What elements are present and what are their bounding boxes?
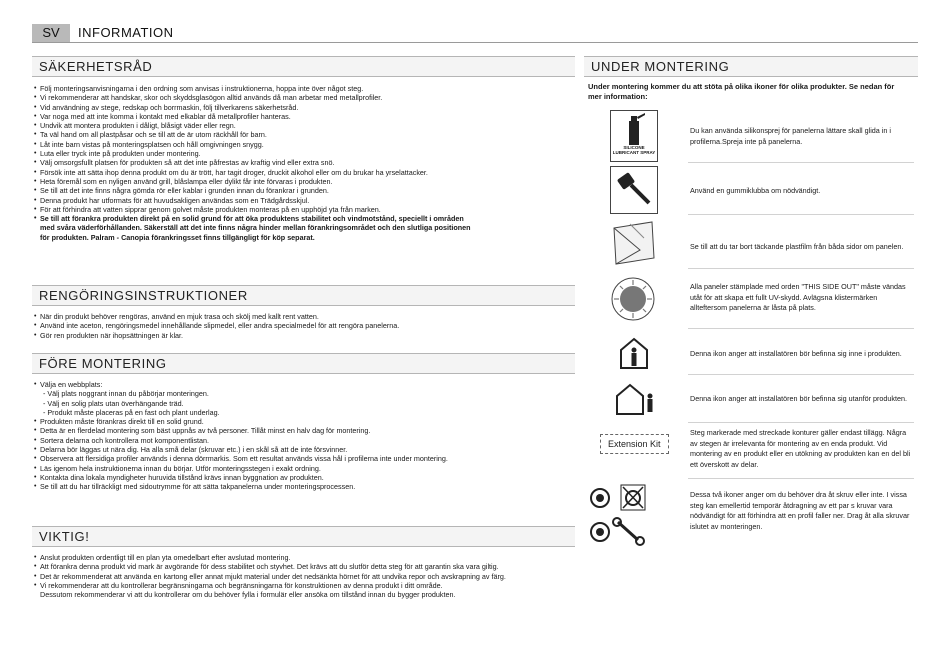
list-item: • Försök inte att sätta ihop denna produkt om du är trött, har tagit droger, druckit alkohol eller om du brukar ha yrselattacker.	[34, 168, 471, 177]
list-item: • Observera att flersidiga profiler används i denna dörrmarkis. Som ett resultat används vissa hål i profilerna inte under montering.	[34, 454, 448, 463]
before-title: FÖRE MONTERING	[32, 353, 575, 374]
list-item: • Vi rekommenderar att handskar, skor och skyddsglasögon alltid används då man arbetar med metallprofiler.	[34, 93, 471, 102]
during-intro: Under montering kommer du att stöta på olika ikoner för olika produkter. Se nedan för mer information:	[588, 82, 895, 101]
list-item: Dessutom rekommenderar vi att du kontrollerar om du behöver fylla i formulär eller ansöka om tillstånd innan du bygger produkten.	[40, 590, 456, 600]
row-divider	[688, 162, 914, 163]
silicone-spray-icon	[610, 110, 658, 162]
list-item: • Luta eller tryck inte på produkten under montering.	[34, 149, 471, 158]
list-item: • Se till att förankra produkten direkt på en solid grund för att öka produktens stabilitet och vindmotstånd, speciellt i områden	[34, 214, 471, 223]
mallet-text: Använd en gummiklubba om nödvändigt.	[690, 186, 821, 195]
list-item: • Välj omsorgsfullt platsen för produkten så att det inte påfrestas av kraftig vind eller extra snö.	[34, 158, 471, 167]
list-item: • Det är rekommenderat att använda en kartong eller annat mjukt material under det nedsänkta hörnet för att undvika repor och avskrapning av färg.	[34, 572, 506, 581]
installer-outside-icon	[614, 382, 656, 416]
important-title: VIKTIG!	[32, 526, 575, 547]
list-item: • Välja en webbplats:	[34, 380, 448, 389]
list-item: • Ta väl hand om all plastpåsar och se till att de är utom räckhåll för barn.	[34, 130, 471, 139]
extension-kit-icon	[600, 434, 669, 454]
during-title: UNDER MONTERING	[584, 56, 918, 77]
row-divider	[688, 374, 914, 375]
list-item: • Sortera delarna och kontrollera mot komponentlistan.	[34, 436, 448, 445]
list-item: • Heta föremål som en nyligen använd grill, blåslampa eller dylikt får inte förvaras i produkten.	[34, 177, 471, 186]
list-item: - Produkt måste placeras på en fast och plant underlag.	[43, 407, 220, 417]
this-side-out-sun-icon	[610, 276, 656, 322]
icon-row-mallet	[588, 166, 914, 216]
list-item: - Välj en solig plats utan överhängande träd.	[43, 398, 184, 408]
list-item: • Se till att du har tillräckligt med sidoutrymme för att sätta takpanelerna under monteringsprocessen.	[34, 482, 448, 491]
list-item: • Var noga med att inte komma i kontakt med elkablar då metallprofiler hanteras.	[34, 112, 471, 121]
icon-row-screws	[588, 482, 914, 552]
icon-row-outside	[588, 380, 914, 424]
outside-text: Denna ikon anger att installatören bör befinna sig utanför produkten.	[690, 394, 907, 403]
no-tighten-screws-icon	[588, 482, 646, 512]
spray-label-top: SILICONE	[623, 145, 645, 150]
list-item: - Välj plats noggrant innan du påbörjar monteringen.	[43, 389, 209, 399]
spray-text: Du kan använda silikonsprej för panelerna lättare skall glida in i profilerna.Spreja inte på panelerna.	[690, 126, 891, 146]
plastic-film-icon	[610, 220, 656, 266]
list-item: • Låt inte barn vistas på monteringsplatsen och håll omgivningen snygg.	[34, 140, 471, 149]
icon-row-sun	[588, 274, 914, 330]
installer-inside-icon	[618, 336, 650, 370]
list-item: • Läs igenom hela instruktionerna innan du börjar. Utför monteringsstegen i exakt ordning.	[34, 464, 448, 473]
list-item: • Vid användning av stege, redskap och borrmaskin, följ tillverkarens säkerhetsråd.	[34, 103, 471, 112]
safety-list	[34, 84, 471, 242]
extension-text: Steg markerade med streckade konturer gäller endast tillägg. Några av stegen är irrelevanta för montering av en enda produkt. Vid montering av en produkt eller en utökning av produkten kan en del bli ett överskott av delar.	[690, 428, 911, 469]
icon-row-spray	[588, 110, 914, 162]
list-item: • Produkten måste förankras direkt till en solid grund.	[34, 417, 448, 426]
list-item: • För att förhindra att vatten sipprar genom golvet måste produkten monteras på en upphöjd yta från marken.	[34, 205, 471, 214]
list-item: för produkten. Palram - Canopia förankringsset finns tillgängligt för köp separat.	[40, 232, 315, 242]
extension-kit-label: Extension Kit	[600, 434, 669, 454]
list-item: • Vi rekommenderar att du kontrollerar begränsningarna och begränsningarna för konstruktionen av denna produkt i ditt område.	[34, 581, 506, 590]
inside-text: Denna ikon anger att installatören bör befinna sig inne i produkten.	[690, 349, 902, 358]
list-item: • Delarna bör läggas ut nära dig. Ha alla små delar (skruvar etc.) i en skål så att de inte försvinner.	[34, 445, 448, 454]
before-list	[34, 380, 448, 492]
row-divider	[688, 478, 914, 479]
list-item: med svåra väderförhållanden. Säkerställ att det inte finns några hinder mellan förankringsområdet och den slutliga positionen	[40, 223, 471, 233]
list-item: • Använd inte aceton, rengöringsmedel innehållande slipmedel, eller andra specialmedel för att rengöra panelerna.	[34, 321, 399, 330]
spray-label-bottom: LUBRICANT SPRAY	[612, 150, 656, 155]
cleaning-list	[34, 312, 399, 340]
icon-row-inside	[588, 334, 914, 376]
list-item: • Att förankra denna produkt vid mark är avgörande för dess stabilitet och styvhet. Det krävs att du slutför detta steg för att garantin ska vara giltig.	[34, 562, 506, 571]
page-title: INFORMATION	[78, 25, 174, 40]
list-item: • Detta är en flerdelad montering som bäst uppnås av två personer. Tillåt minst en halv dag för montering.	[34, 426, 448, 435]
important-list	[34, 553, 506, 599]
film-text: Se till att du tar bort täckande plastfilm från båda sidor om panelen.	[690, 242, 904, 251]
list-item: • Anslut produkten ordentligt till en plan yta omedelbart efter avslutad montering.	[34, 553, 506, 562]
row-divider	[688, 214, 914, 215]
row-divider	[688, 328, 914, 329]
list-item: • När din produkt behöver rengöras, använd en mjuk trasa och skölj med kallt rent vatten.	[34, 312, 399, 321]
list-item: • Se till att det inte finns några gömda rör eller kablar i grunden innan du förankrar i grunden.	[34, 186, 471, 195]
cleaning-title: RENGÖRINGSINSTRUKTIONER	[32, 285, 575, 306]
rubber-mallet-icon	[610, 166, 658, 214]
header-bar	[32, 24, 918, 43]
list-item: • Följ monteringsanvisningarna i den ordning som anvisas i instruktionerna, hoppa inte över något steg.	[34, 84, 471, 93]
safety-title: SÄKERHETSRÅD	[32, 56, 575, 77]
icon-row-extension	[588, 428, 914, 480]
language-badge: SV	[32, 24, 70, 42]
sun-text: Alla paneler stämplade med orden "THIS SIDE OUT" måste vändas utåt för att skapa ett fullt UV-skydd. Avlägsna klistermärken allteftersom panelerna är låsta på plats.	[690, 282, 906, 312]
tighten-screws-wrench-icon	[588, 516, 648, 548]
list-item: • Undvik att montera produkten i dåligt, blåsigt väder eller regn.	[34, 121, 471, 130]
row-divider	[688, 268, 914, 269]
list-item: • Kontakta dina lokala myndigheter huruvida tillstånd krävs innan byggnation av produkten.	[34, 473, 448, 482]
screws-text: Dessa två ikoner anger om du behöver dra åt skruv eller inte. I vissa steg kan emellertid temporär åtdragning av ett par s kruvar vara nödvändigt för att förhindra att en profil faller ner. Drag åt alla skruvar islutet av monteringen.	[690, 490, 910, 531]
icon-row-film	[588, 220, 914, 270]
list-item: • Denna produkt har utformats för att huvudsakligen användas som en Trädgårdsskjul.	[34, 196, 471, 205]
list-item: • Gör ren produkten när ihopsättningen är klar.	[34, 331, 399, 340]
row-divider	[688, 422, 914, 423]
